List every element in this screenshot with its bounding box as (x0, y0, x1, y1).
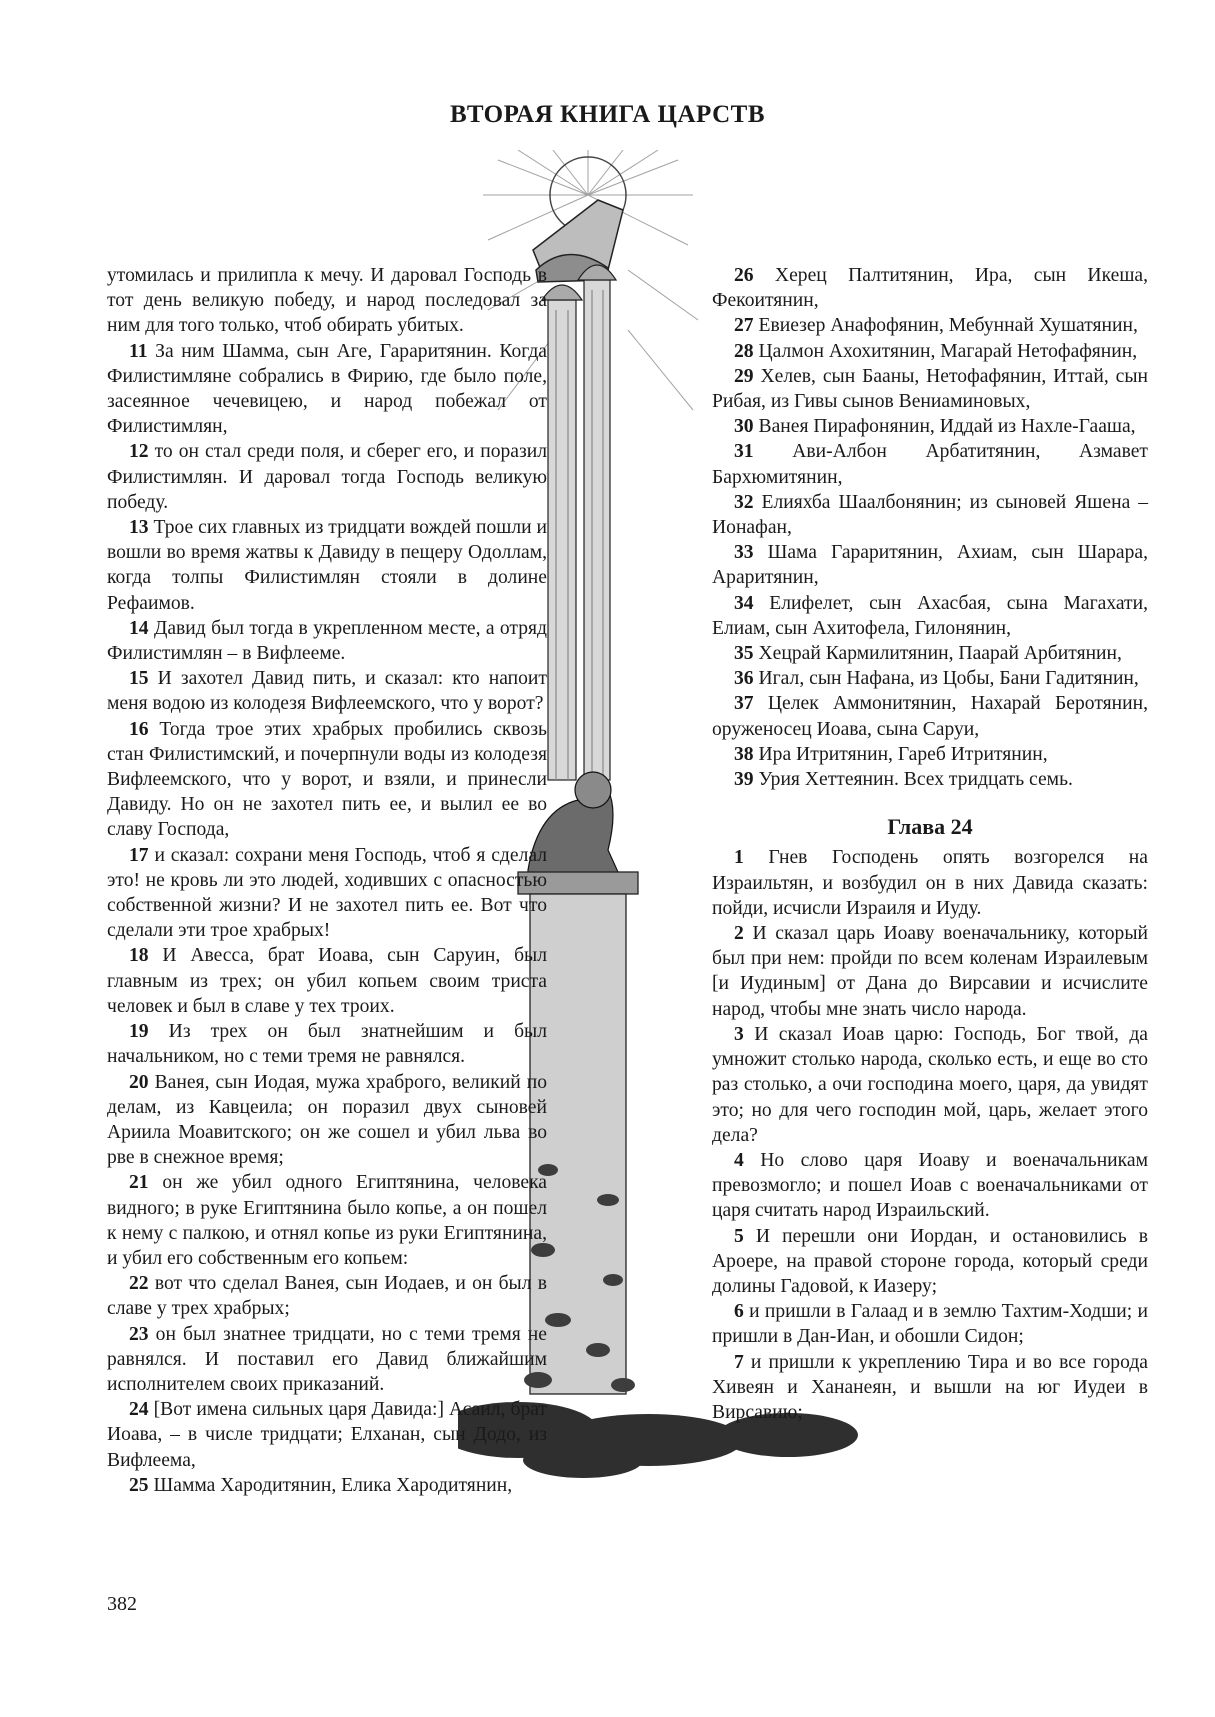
verse-number: 14 (129, 617, 149, 639)
verse-28: 28 Цалмон Ахохитянин, Магарай Нетофафянин, (734, 340, 1138, 362)
verse-number: 6 (734, 1301, 744, 1323)
verse-12: 12 то он стал среди поля, и сберег его, и поразил Филистимлян. И даровал тогда Господь великую победу. (107, 441, 548, 513)
verse-13: 13 Трое сих главных из тридцати вождей пошли и вошли во время жатвы к Давиду в пещеру Одоллам, когда толпы Филистимлян стояли в долине Рефаимов. (107, 517, 547, 614)
verse-15: 15 И захотел Давид пить, и сказал: кто напоит меня водою из колодезя Вифлеемского, что у ворот? (107, 668, 547, 715)
chapter-verse-6: 6 и пришли в Галаад и в землю Тахтим-Ходши; и пришли в Дан-Иан, и обошли Сидон; (712, 1301, 1148, 1348)
verse-number: 1 (734, 847, 744, 869)
verse-number: 4 (734, 1149, 744, 1171)
verse-number: 17 (129, 844, 149, 866)
verse-number: 20 (129, 1071, 149, 1093)
verse-number: 18 (129, 945, 149, 967)
verse-number: 13 (129, 517, 149, 539)
verse-number: 12 (129, 441, 149, 463)
verse-number: 39 (734, 769, 754, 791)
verse-29: 29 Хелев, сын Бааны, Нетофафянин, Иттай, сын Рибая, из Гивы сынов Вениаминовых, (712, 365, 1148, 413)
twin-columns (542, 265, 616, 780)
verse-24: 24 [Вот имена сильных царя Давида:] Асаил, брат Иоава, – в числе тридцати; Елханан, сын Додо, из Вифлеема, (107, 1399, 547, 1471)
verse-21: 21 он же убил одного Египтянина, человека видного; в руке Египтянина было копье, а он пошел к нему с палкою, и отнял копье из руки Египтянина, и убил его собственным его копьем: (107, 1172, 547, 1269)
verse-number: 7 (734, 1351, 744, 1373)
verse-continuation: утомилась и прилипла к мечу. И даровал Господь в тот день великую победу, и народ последовал за ним для того только, чтоб обирать убитых. (107, 265, 547, 337)
chapter-verse-1: 1 Гнев Господень опять возгорелся на Израильтян, и возбудил он в них Давида сказать: пойди, исчисли Израиля и Иуду. (712, 847, 1148, 919)
verse-number: 36 (734, 668, 754, 690)
verse-23: 23 он был знатнее тридцати, но с теми тремя не равнялся. И поставил его Давид ближайшим исполнителем своих приказаний. (107, 1323, 547, 1395)
page-number: 382 (107, 1593, 137, 1615)
verse-number: 27 (734, 315, 754, 337)
verse-27: 27 Евиезер Анафофянин, Мебуннай Хушатянин, (734, 315, 1138, 337)
verse-32: 32 Елияхба Шаалбонянин; из сыновей Яшена – Ионафан, (712, 491, 1149, 539)
verse-number: 16 (129, 718, 149, 740)
verse-number: 5 (734, 1225, 744, 1247)
verse-number: 19 (129, 1021, 149, 1043)
right-column (712, 263, 1148, 1425)
verse-number: 34 (734, 592, 754, 614)
verse-35: 35 Хецрай Кармилитянин, Паарай Арбитянин, (734, 643, 1122, 665)
chapter-verse-2: 2 И сказал царь Иоаву военачальнику, который был при нем: пройди по всем коленам Израилевым [и Иудиным] от Дана до Вирсавии и исчислите народ, чтобы мне знать число народа. (712, 923, 1149, 1020)
verse-number: 26 (734, 265, 754, 286)
chapter-verse-7: 7 и пришли к укреплению Тира и во все города Хивеян и Хананеян, и вышли на юг Иудеи в Вирсавию; (712, 1351, 1148, 1423)
verse-number: 23 (129, 1323, 149, 1345)
verse-26: 26 Херец Палтитянин, Ира, сын Икеша, Фекоитянин, (712, 265, 1148, 312)
verse-number: 31 (734, 441, 754, 463)
verse-19: 19 Из трех он был знатнейшим и был начальником, но с теми тремя не равнялся. (107, 1021, 548, 1068)
verse-number: 22 (129, 1273, 149, 1295)
chapter-verse-3: 3 И сказал Иоав царю: Господь, Бог твой, да умножит столько народа, сколько есть, и еще во сто раз столько, а очи господина моего, царя, да увидят это; но для чего господин мой, царь, желает этого дела? (712, 1023, 1148, 1146)
verse-number: 24 (129, 1399, 149, 1421)
verse-number: 2 (734, 923, 744, 945)
verse-37: 37 Целек Аммонитянин, Нахарай Беротянин, оруженосец Иоава, сына Саруи, (712, 693, 1148, 740)
verse-31: 31 Ави-Албон Арбатитянин, Азмавет Бархюмитянин, (712, 441, 1148, 488)
running-head: ВТОРАЯ КНИГА ЦАРСТВ (449, 101, 766, 128)
verse-number: 33 (734, 542, 754, 564)
verse-number: 32 (734, 491, 754, 513)
verse-25: 25 Шамма Хародитянин, Елика Хародитянин, (129, 1474, 513, 1496)
verse-34: 34 Елифелет, сын Ахасбая, сына Магахати, Елиам, сын Ахитофела, Гилонянин, (712, 592, 1148, 639)
chapter-heading: Глава 24 (887, 814, 973, 840)
verse-number: 15 (129, 668, 149, 690)
verse-number: 3 (734, 1023, 744, 1045)
chapter-verse-4: 4 Но слово царя Иоаву и военачальникам превозмогло; и пошел Иоав с военачальниками от царя считать народ Израильский. (712, 1149, 1148, 1222)
verse-number: 30 (734, 416, 754, 438)
left-column (107, 263, 547, 1498)
verse-number: 21 (129, 1172, 149, 1194)
verse-33: 33 Шама Гараритянин, Ахиам, сын Шарара, Араритянин, (712, 542, 1149, 589)
verse-17: 17 и сказал: сохрани меня Господь, чтоб я сделал это! не кровь ли это людей, ходивших с опасностью собственной жизни? И не захотел пить ее. Вот что сделали эти трое храбрых! (107, 844, 547, 942)
verse-16: 16 Тогда трое этих храбрых пробились сквозь стан Филистимский, и почерпнули воды из колодезя Вифлеемского, что у ворот, и взяли, и принесли Давиду. Но он не захотел пить ее, и вылил ее во славу Господа, (107, 718, 547, 841)
verse-30: 30 Ванея Пирафонянин, Иддай из Нахле-Гааша, (734, 416, 1136, 438)
verse-number: 29 (734, 365, 754, 387)
verse-38: 38 Ира Итритянин, Гареб Итритянин, (734, 743, 1048, 765)
verse-14: 14 Давид был тогда в укрепленном месте, а отряд Филистимлян – в Вифлееме. (107, 617, 547, 665)
verse-number: 28 (734, 340, 754, 362)
verse-number: 11 (129, 340, 148, 362)
verse-number: 37 (734, 693, 754, 715)
verse-18: 18 И Авесса, брат Иоава, сын Саруин, был главным из трех; он убил копьем своим триста человек и был в славе у тех троих. (107, 945, 547, 1017)
verse-number: 25 (129, 1474, 149, 1496)
verse-36: 36 Игал, сын Нафана, из Цобы, Бани Гадитянин, (734, 668, 1139, 690)
chapter-verse-5: 5 И перешли они Иордан, и остановились в Ароере, на правой стороне города, который среди долины Гадовой, к Иазеру; (712, 1225, 1148, 1297)
verse-number: 38 (734, 743, 754, 765)
verse-39: 39 Урия Хеттеянин. Всех тридцать семь. (734, 769, 1073, 791)
verse-22: 22 вот что сделал Ванея, сын Иодаев, и он был в славе у трех храбрых; (107, 1273, 547, 1320)
verse-number: 35 (734, 643, 754, 665)
verse-20: 20 Ванея, сын Иодая, мужа храброго, великий по делам, из Кавцеила; он поразил двух сыновей Ариила Моавитского; он же сошел и убил льва во рве в снежное время; (107, 1071, 547, 1169)
verse-11: 11 За ним Шамма, сын Аге, Гараритянин. Когда Филистимляне собрались в Фирию, где было поле, засеянное чечевицею, и народ побежал от Филистимлян, (107, 340, 548, 438)
